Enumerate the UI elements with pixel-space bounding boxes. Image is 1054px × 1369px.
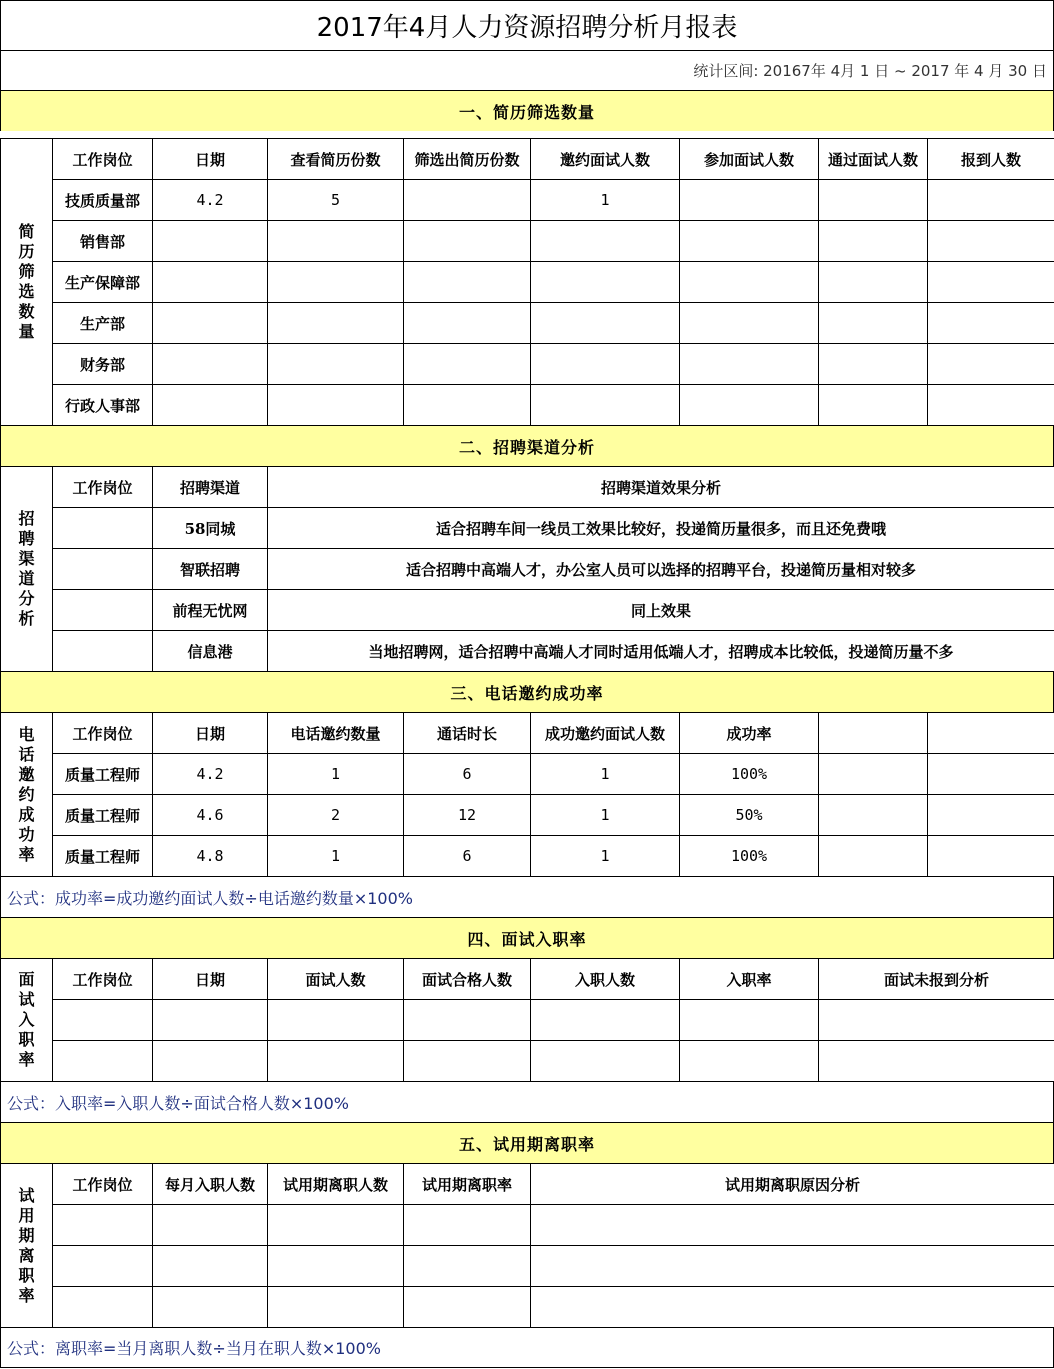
section5-table xyxy=(0,1163,1054,1328)
data-cell[interactable] xyxy=(153,1041,268,1082)
data-cell[interactable]: 1 xyxy=(531,836,680,877)
data-cell[interactable]: 1 xyxy=(268,836,404,877)
data-cell[interactable] xyxy=(819,795,928,836)
data-cell[interactable] xyxy=(404,303,531,344)
data-cell[interactable] xyxy=(404,1205,531,1246)
data-cell[interactable]: 12 xyxy=(404,795,531,836)
position-cell[interactable]: 质量工程师 xyxy=(53,795,153,836)
section2-side-label: 招聘渠道分析 xyxy=(1,467,53,672)
data-cell[interactable]: 6 xyxy=(404,836,531,877)
header-cell[interactable]: 筛选出简历份数 xyxy=(404,139,531,180)
data-cell[interactable] xyxy=(819,262,928,303)
table-row xyxy=(1,508,1054,549)
data-cell[interactable] xyxy=(928,754,1054,795)
channel-cell[interactable]: 前程无忧网 xyxy=(153,590,268,631)
data-cell[interactable] xyxy=(531,1000,680,1041)
analysis-cell[interactable]: 适合招聘中高端人才，办公室人员可以选择的招聘平台，投递简历量相对较多 xyxy=(268,549,1054,590)
header-cell[interactable]: 面试合格人数 xyxy=(404,959,531,1000)
header-cell[interactable]: 试用期离职原因分析 xyxy=(531,1164,1054,1205)
data-cell[interactable] xyxy=(268,1205,404,1246)
data-cell[interactable]: 100% xyxy=(680,836,819,877)
header-cell[interactable]: 工作岗位 xyxy=(53,139,153,180)
header-cell[interactable]: 成功率 xyxy=(680,713,819,754)
data-cell[interactable] xyxy=(53,1246,153,1287)
data-cell[interactable]: 2 xyxy=(268,795,404,836)
data-cell[interactable] xyxy=(153,221,268,262)
table-row xyxy=(1,344,1054,385)
data-cell[interactable] xyxy=(928,385,1054,426)
section5-header-row xyxy=(1,1164,1054,1205)
data-cell[interactable] xyxy=(153,303,268,344)
header-cell[interactable]: 招聘渠道效果分析 xyxy=(268,467,1054,508)
data-cell[interactable] xyxy=(928,180,1054,221)
data-cell[interactable]: 1 xyxy=(531,795,680,836)
header-cell[interactable]: 工作岗位 xyxy=(53,713,153,754)
data-cell[interactable] xyxy=(268,1287,404,1328)
table-row xyxy=(1,1041,1054,1082)
header-cell[interactable]: 通话时长 xyxy=(404,713,531,754)
section1-heading: 一、简历筛选数量 xyxy=(0,90,1054,131)
data-cell[interactable] xyxy=(268,1246,404,1287)
data-cell[interactable] xyxy=(53,1000,153,1041)
header-cell[interactable]: 日期 xyxy=(153,139,268,180)
data-cell[interactable] xyxy=(404,262,531,303)
data-cell[interactable] xyxy=(531,1287,1054,1328)
header-cell[interactable]: 工作岗位 xyxy=(53,959,153,1000)
header-cell[interactable]: 邀约面试人数 xyxy=(531,139,680,180)
data-cell[interactable] xyxy=(53,1287,153,1328)
section1-side-label: 简历筛选数量 xyxy=(1,139,53,426)
dept-cell[interactable]: 技质质量部 xyxy=(53,180,153,221)
table-row xyxy=(1,385,1054,426)
header-cell[interactable]: 入职率 xyxy=(680,959,819,1000)
section3-formula: 公式：成功率=成功邀约面试人数÷电话邀约数量×100% xyxy=(0,876,1054,917)
dept-cell[interactable]: 行政人事部 xyxy=(53,385,153,426)
header-cell[interactable]: 每月入职人数 xyxy=(153,1164,268,1205)
data-cell[interactable] xyxy=(404,1246,531,1287)
table-row xyxy=(1,180,1054,221)
data-cell[interactable] xyxy=(680,180,819,221)
section5-side-label: 试用期离职率 xyxy=(1,1164,53,1328)
data-cell[interactable] xyxy=(153,1287,268,1328)
data-cell[interactable]: 1 xyxy=(531,754,680,795)
data-cell[interactable] xyxy=(153,344,268,385)
section5-formula: 公式：离职率=当月离职人数÷当月在职人数×100% xyxy=(0,1327,1054,1367)
table-row xyxy=(1,1246,1054,1287)
header-cell[interactable]: 工作岗位 xyxy=(53,467,153,508)
data-cell[interactable] xyxy=(819,1000,1054,1041)
section4-heading: 四、面试入职率 xyxy=(0,917,1054,958)
data-cell[interactable] xyxy=(819,303,928,344)
data-cell[interactable] xyxy=(680,1041,819,1082)
section2-header-row xyxy=(1,467,1054,508)
dept-cell[interactable]: 销售部 xyxy=(53,221,153,262)
data-cell[interactable] xyxy=(268,1000,404,1041)
data-cell[interactable] xyxy=(404,1041,531,1082)
table-row xyxy=(1,590,1054,631)
table-row xyxy=(1,1000,1054,1041)
section2-table xyxy=(0,466,1054,672)
data-cell[interactable] xyxy=(680,221,819,262)
data-cell[interactable]: 50% xyxy=(680,795,819,836)
data-cell[interactable] xyxy=(819,1041,1054,1082)
section4-formula: 公式：入职率=入职人数÷面试合格人数×100% xyxy=(0,1081,1054,1122)
data-cell[interactable]: 4.2 xyxy=(153,754,268,795)
table-row xyxy=(1,303,1054,344)
data-cell[interactable] xyxy=(404,385,531,426)
report-title: 2017年4月人力资源招聘分析月报表 xyxy=(0,0,1054,50)
data-cell[interactable]: 4.8 xyxy=(153,836,268,877)
data-cell[interactable] xyxy=(531,385,680,426)
data-cell[interactable] xyxy=(53,508,153,549)
header-cell[interactable]: 入职人数 xyxy=(531,959,680,1000)
table-row xyxy=(1,754,1054,795)
header-cell[interactable]: 面试人数 xyxy=(268,959,404,1000)
table-row xyxy=(1,631,1054,672)
data-cell[interactable] xyxy=(680,262,819,303)
data-cell[interactable] xyxy=(819,754,928,795)
data-cell[interactable]: 100% xyxy=(680,754,819,795)
header-cell[interactable] xyxy=(819,713,928,754)
table-row xyxy=(1,262,1054,303)
data-cell[interactable] xyxy=(680,344,819,385)
data-cell[interactable] xyxy=(153,1205,268,1246)
sheet-bottom-border xyxy=(0,1367,1054,1368)
header-cell[interactable]: 招聘渠道 xyxy=(153,467,268,508)
data-cell[interactable] xyxy=(928,262,1054,303)
table-row xyxy=(1,1287,1054,1328)
dept-cell[interactable]: 生产保障部 xyxy=(53,262,153,303)
data-cell[interactable] xyxy=(531,1205,1054,1246)
section1-table xyxy=(0,138,1054,426)
data-cell[interactable] xyxy=(404,1287,531,1328)
channel-cell[interactable]: 智联招聘 xyxy=(153,549,268,590)
header-cell[interactable]: 查看简历份数 xyxy=(268,139,404,180)
data-cell[interactable] xyxy=(531,221,680,262)
analysis-cell[interactable]: 适合招聘车间一线员工效果比较好，投递简历量很多，而且还免费哦 xyxy=(268,508,1054,549)
data-cell[interactable] xyxy=(53,590,153,631)
analysis-cell[interactable]: 同上效果 xyxy=(268,590,1054,631)
section4-table xyxy=(0,958,1054,1082)
data-cell[interactable] xyxy=(404,180,531,221)
data-cell[interactable] xyxy=(531,1246,1054,1287)
header-cell[interactable]: 成功邀约面试人数 xyxy=(531,713,680,754)
data-cell[interactable]: 4.6 xyxy=(153,795,268,836)
data-cell[interactable] xyxy=(819,385,928,426)
section3-side-label: 电话邀约成功率 xyxy=(1,713,53,877)
data-cell[interactable]: 4.2 xyxy=(153,180,268,221)
stat-range: 统计区间: 20167年 4月 1 日 ~ 2017 年 4 月 30 日 xyxy=(0,50,1054,90)
dept-cell[interactable]: 财务部 xyxy=(53,344,153,385)
section2-heading: 二、招聘渠道分析 xyxy=(0,425,1054,466)
data-cell[interactable] xyxy=(819,344,928,385)
section1-header-row xyxy=(1,139,1054,180)
header-cell[interactable]: 面试未报到分析 xyxy=(819,959,1054,1000)
data-cell[interactable]: 1 xyxy=(268,754,404,795)
data-cell[interactable] xyxy=(53,631,153,672)
data-cell[interactable] xyxy=(153,1246,268,1287)
data-cell[interactable] xyxy=(819,836,928,877)
table-row xyxy=(1,549,1054,590)
data-cell[interactable] xyxy=(928,795,1054,836)
data-cell[interactable] xyxy=(268,385,404,426)
header-cell[interactable] xyxy=(928,713,1054,754)
data-cell[interactable] xyxy=(819,180,928,221)
data-cell[interactable] xyxy=(531,1041,680,1082)
header-cell[interactable]: 试用期离职率 xyxy=(404,1164,531,1205)
channel-cell[interactable]: 信息港 xyxy=(153,631,268,672)
header-cell[interactable]: 日期 xyxy=(153,713,268,754)
data-cell[interactable]: 6 xyxy=(404,754,531,795)
data-cell[interactable] xyxy=(268,303,404,344)
data-cell[interactable] xyxy=(928,344,1054,385)
data-cell[interactable] xyxy=(268,262,404,303)
table-row xyxy=(1,795,1054,836)
header-cell[interactable]: 电话邀约数量 xyxy=(268,713,404,754)
section3-table xyxy=(0,712,1054,877)
data-cell[interactable] xyxy=(153,1000,268,1041)
channel-cell[interactable]: 58同城 xyxy=(153,508,268,549)
data-cell[interactable] xyxy=(268,221,404,262)
section5-heading: 五、试用期离职率 xyxy=(0,1122,1054,1163)
data-cell[interactable] xyxy=(268,1041,404,1082)
section4-side-label: 面试入职率 xyxy=(1,959,53,1082)
data-cell[interactable] xyxy=(404,221,531,262)
dept-cell[interactable]: 生产部 xyxy=(53,303,153,344)
section3-heading: 三、电话邀约成功率 xyxy=(0,671,1054,712)
header-cell[interactable]: 工作岗位 xyxy=(53,1164,153,1205)
data-cell[interactable] xyxy=(53,1205,153,1246)
position-cell[interactable]: 质量工程师 xyxy=(53,836,153,877)
header-cell[interactable]: 参加面试人数 xyxy=(680,139,819,180)
header-cell[interactable]: 报到人数 xyxy=(928,139,1054,180)
data-cell[interactable] xyxy=(680,1000,819,1041)
data-cell[interactable] xyxy=(404,1000,531,1041)
data-cell[interactable] xyxy=(531,262,680,303)
data-cell[interactable] xyxy=(531,344,680,385)
data-cell[interactable] xyxy=(153,262,268,303)
data-cell[interactable] xyxy=(404,344,531,385)
data-cell[interactable] xyxy=(928,836,1054,877)
table-row xyxy=(1,221,1054,262)
data-cell[interactable] xyxy=(928,221,1054,262)
data-cell[interactable] xyxy=(819,221,928,262)
table-row xyxy=(1,836,1054,877)
data-cell[interactable] xyxy=(268,344,404,385)
table-row xyxy=(1,1205,1054,1246)
header-cell[interactable]: 日期 xyxy=(153,959,268,1000)
position-cell[interactable]: 质量工程师 xyxy=(53,754,153,795)
data-cell[interactable] xyxy=(153,385,268,426)
data-cell[interactable]: 5 xyxy=(268,180,404,221)
analysis-cell[interactable]: 当地招聘网，适合招聘中高端人才同时适用低端人才，招聘成本比较低，投递简历量不多 xyxy=(268,631,1054,672)
header-cell[interactable]: 试用期离职人数 xyxy=(268,1164,404,1205)
section4-header-row xyxy=(1,959,1054,1000)
data-cell[interactable] xyxy=(53,549,153,590)
data-cell[interactable] xyxy=(531,303,680,344)
data-cell[interactable]: 1 xyxy=(531,180,680,221)
section3-header-row xyxy=(1,713,1054,754)
data-cell[interactable] xyxy=(53,1041,153,1082)
data-cell[interactable] xyxy=(680,385,819,426)
data-cell[interactable] xyxy=(928,303,1054,344)
header-cell[interactable]: 通过面试人数 xyxy=(819,139,928,180)
data-cell[interactable] xyxy=(680,303,819,344)
